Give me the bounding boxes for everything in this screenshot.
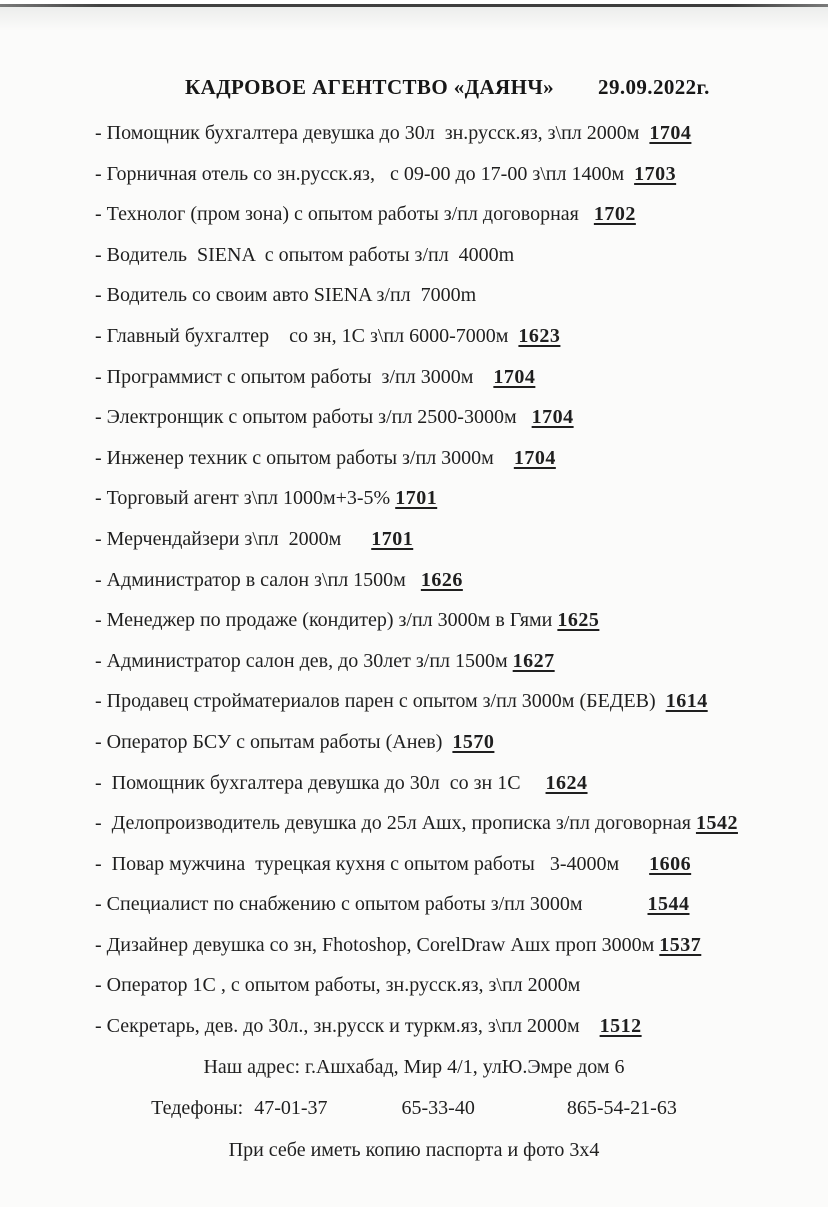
- job-listing-text: - Дизайнер девушка со зн, Fhotoshop, CorelDraw Ашх проп 3000м: [95, 933, 660, 956]
- job-listing-code: 1704: [531, 406, 574, 429]
- job-listing-text: - Продавец стройматериалов парен с опытом з/пл 3000м (БЕДЕВ): [95, 690, 666, 713]
- job-listing-code: 1606: [649, 852, 692, 875]
- job-listing-row: [95, 681, 798, 722]
- job-listing-row: [95, 600, 798, 641]
- job-listing-text: - Горничная отель со зн.русск.яз, с 09-00 до 17-00 з\пл 1400м: [95, 162, 635, 185]
- job-listing-text: - Оператор 1С , с опытом работы, зн.русск.яз, з\пл 2000м: [95, 974, 581, 997]
- phone-number-3: 865-54-21-63: [566, 1097, 677, 1120]
- job-listing-text: - Администратор в салон з\пл 1500м: [95, 568, 421, 591]
- job-listing-row: [95, 275, 798, 316]
- job-listing-code: 1512: [599, 1015, 642, 1038]
- job-listing-row: [95, 438, 798, 479]
- note-line: При себе иметь копию паспорта и фото 3х4: [228, 1138, 600, 1161]
- job-listing-row: [95, 194, 798, 235]
- job-listing-row: [95, 965, 798, 1006]
- job-listing-text: - Водитель со своим авто SIENA з/пл 7000m: [95, 284, 477, 307]
- job-listing-text: - Администратор салон дев, до 30лет з/пл 1500м: [95, 649, 513, 672]
- phones-line: [0, 1088, 828, 1130]
- job-listing-row: [95, 641, 798, 682]
- job-listing-code: 1623: [518, 324, 561, 347]
- job-listing-text: - Секретарь, дев. до 30л., зн.русск и туркм.яз, з\пл 2000м: [95, 1015, 600, 1038]
- job-listing-code: 1704: [493, 365, 536, 388]
- job-listing-text: - Главный бухгалтер со зн, 1С з\пл 6000-7000м: [95, 324, 519, 347]
- document-date: 29.09.2022г.: [598, 75, 710, 99]
- job-listing-text: - Делопроизводитель девушка до 25л Ашх, прописка з/пл договорная: [95, 812, 696, 835]
- job-listing-text: - Программист с опытом работы з/пл 3000м: [95, 365, 494, 388]
- job-listing-text: - Инженер техник с опытом работы з/пл 3000м: [95, 446, 514, 469]
- job-listing-text: - Торговый агент з\пл 1000м+3-5%: [95, 487, 396, 510]
- job-listing-code: 1570: [452, 730, 495, 753]
- job-listing-code: 1702: [593, 203, 636, 226]
- job-listing-code: 1704: [513, 446, 556, 469]
- job-listing-code: 1701: [395, 487, 438, 510]
- job-listing-row: [95, 884, 798, 925]
- job-listing-row: [95, 1006, 798, 1047]
- job-listing-row: [95, 316, 798, 357]
- phone-number-2: 65-33-40: [401, 1097, 475, 1120]
- job-listing-row: [95, 763, 798, 804]
- job-listing-code: 1544: [647, 893, 690, 916]
- job-listing-code: 1537: [659, 933, 702, 956]
- job-listing-text: - Водитель SIENA с опытом работы з/пл 4000m: [95, 243, 515, 266]
- job-listing-row: [95, 154, 798, 195]
- job-listing-text: - Помощник бухгалтера девушка до 30л зн.русск.яз, з\пл 2000м: [95, 122, 650, 144]
- job-listing-code: 1703: [634, 162, 677, 185]
- job-listing-text: - Технолог (пром зона) с опытом работы з/пл договорная: [95, 203, 594, 226]
- job-listing-code: 1625: [557, 609, 600, 632]
- job-listing-text: - Электронщик с опытом работы з/пл 2500-3000м: [95, 406, 532, 429]
- job-listing-code: 1542: [695, 812, 738, 835]
- document-header: [0, 74, 828, 100]
- job-listing-row: [95, 478, 798, 519]
- job-listing-row: [95, 722, 798, 763]
- job-listing-code: 1614: [665, 690, 708, 713]
- job-listing-row: [95, 844, 798, 885]
- job-listing-row: [95, 925, 798, 966]
- phone-number-1: 47-01-37: [254, 1097, 328, 1120]
- job-listing-row: [95, 235, 798, 276]
- document-footer: [0, 1047, 828, 1172]
- job-listing-text: - Помощник бухгалтера девушка до 30л со зн 1С: [95, 771, 546, 794]
- job-listing-text: - Специалист по снабжению с опытом работы з/пл 3000м: [95, 893, 648, 916]
- job-listing-text: - Менеджер по продаже (кондитер) з/пл 3000м в Гями: [95, 609, 558, 632]
- job-listing-row: [95, 803, 798, 844]
- job-listing-text: - Оператор БСУ с опытам работы (Анев): [95, 730, 453, 753]
- job-listing-code: 1627: [512, 649, 555, 672]
- agency-title: КАДРОВОЕ АГЕНТСТВО «ДАЯНЧ»: [185, 75, 555, 99]
- job-listing-row: [95, 113, 798, 154]
- phones-label: Тедефоны:: [151, 1097, 244, 1120]
- job-listing-code: 1624: [545, 771, 588, 794]
- job-listing-row: [95, 397, 798, 438]
- job-listings: [0, 113, 828, 1047]
- job-listing-text: - Мерчендайзери з\пл 2000м: [95, 527, 372, 550]
- job-listing-code: 1626: [420, 568, 463, 591]
- address-line: Наш адрес: г.Ашхабад, Мир 4/1, улЮ.Эмре дом 6: [203, 1055, 625, 1078]
- job-listing-code: 1704: [649, 122, 692, 144]
- job-listing-row: [95, 519, 798, 560]
- job-listing-row: [95, 357, 798, 398]
- job-listing-text: - Повар мужчина турецкая кухня с опытом работы 3-4000м: [95, 852, 650, 875]
- job-listing-code: 1701: [371, 527, 414, 550]
- job-listing-row: [95, 560, 798, 601]
